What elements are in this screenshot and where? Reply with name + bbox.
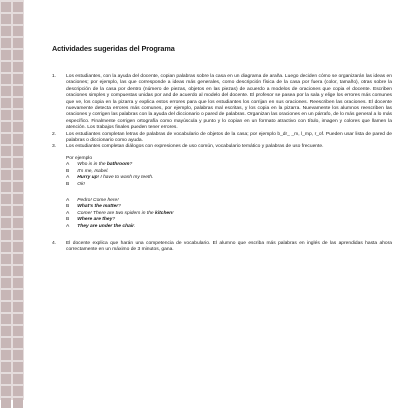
- speaker-label: A: [66, 175, 70, 181]
- strip-square: [1, 194, 11, 204]
- dialogue-end: ?: [129, 162, 133, 168]
- strip-square: [1, 338, 11, 348]
- strip-square: [13, 350, 23, 360]
- speaker-label: A: [66, 223, 70, 229]
- dialogue-text: It's me, Isabel.: [77, 168, 109, 174]
- example-intro: Por ejemplo: [66, 155, 93, 161]
- dialogue-answer: kitchen: [155, 210, 173, 216]
- dialogue-text: Ok!: [77, 181, 85, 187]
- decorative-side-strip: [0, 0, 24, 400]
- activity-number: 4.: [52, 240, 57, 246]
- strip-square: [13, 158, 23, 168]
- strip-square: [1, 302, 11, 312]
- strip-square: [1, 26, 11, 36]
- strip-square: [13, 170, 23, 180]
- strip-square: [1, 2, 11, 12]
- strip-square: [1, 350, 11, 360]
- strip-square: [1, 266, 11, 276]
- strip-square: [13, 266, 23, 276]
- strip-square: [13, 302, 23, 312]
- strip-square: [1, 98, 11, 108]
- strip-square: [13, 50, 23, 60]
- strip-square: [13, 254, 23, 264]
- strip-square: [1, 362, 11, 372]
- strip-square: [1, 290, 11, 300]
- strip-square: [13, 110, 23, 120]
- strip-square: [1, 134, 11, 144]
- activity-text: El docente explica que harán una competencia de vocabulario. El alumno que escriba más palabras en inglés de las aprendidas hasta ahora correctamente en un máximo de 3 minutos, gana.: [66, 240, 392, 253]
- strip-square: [13, 326, 23, 336]
- strip-square: [13, 242, 23, 252]
- dialogue-one: [66, 162, 392, 188]
- strip-square: [13, 278, 23, 288]
- speaker-label: B: [66, 181, 70, 187]
- document-page: [52, 44, 392, 394]
- strip-square: [1, 218, 11, 228]
- activity-item: [52, 241, 392, 254]
- strip-square: [1, 170, 11, 180]
- strip-square: [1, 74, 11, 84]
- speaker-label: B: [66, 204, 70, 210]
- strip-square: [1, 14, 11, 24]
- dialogue-answer: Where are they: [77, 217, 113, 223]
- strip-square: [13, 134, 23, 144]
- speaker-label: A: [66, 197, 70, 203]
- strip-square: [13, 122, 23, 132]
- activity-item: [52, 144, 392, 150]
- activity-text: Los estudiantes completan letras de palabras de vocabulario de objetos de la casa; por ejemplo b_dr_ _m, l_mp, r_of. Pueden usar lista de pared de palabras o diccionario como ayuda.: [66, 131, 392, 144]
- strip-square: [1, 230, 11, 240]
- strip-square: [1, 38, 11, 48]
- strip-square: [1, 254, 11, 264]
- activity-text: Los estudiantes, con la ayuda del docente, copian palabras sobre la casa en un diagrama de araña. Luego deciden cómo se organizarán las ideas en oraciones; por ejemplo, las que corresponde a ideas más generales, como descripción física de la casa por fuera (color, tamaño), otras sobre la descripción de la casa por dentro (número de piezas, objetos en las piezas) de acuerdo a modelos de oraciones que copia el docente. Escriben oraciones simples y compuestas unidas por and de acuerdo al modelo del docente. El profesor se pasea por la sala y elige los errores más comunes que ve, los copia en la pizarra y explica estos errores para que los estudiantes los corrijan en sus oraciones. Reescriben las oraciones. El docente nuevamente detecta errores más comunes, por ejemplo, palabras mal escritas, y los copia en la pizarra. Nuevamente los alumnos reescriben las oraciones y corrigen las palabras con la ayuda del diccionario o pared de palabras. Organizan las oraciones en un párrafo, de lo más general a lo más específico. Finalmente corrigen ortografía como mayúscula y punto y lo copian en un formato atractivo con título, imagen y colores que llamen la atención. Los trabajos finales pueden tener errores.: [66, 74, 392, 131]
- activity-item: [52, 132, 392, 145]
- dialogue-answer: bathroom: [106, 162, 130, 168]
- strip-square: [1, 242, 11, 252]
- strip-square: [13, 290, 23, 300]
- activities-list: [52, 74, 392, 254]
- strip-square: [13, 182, 23, 192]
- dialogue-two: [66, 198, 392, 230]
- strip-square: [13, 98, 23, 108]
- strip-square: [1, 122, 11, 132]
- dialogue-text: Come! There are two spiders in the: [77, 210, 156, 216]
- activity-number: 3.: [52, 144, 57, 150]
- page-title: Actividades sugeridas del Programa: [52, 44, 175, 53]
- speaker-label: A: [66, 162, 70, 168]
- strip-square: [1, 182, 11, 192]
- strip-square: [13, 62, 23, 72]
- activity-item: [52, 74, 392, 132]
- strip-square: [1, 146, 11, 156]
- activity-number: 2.: [52, 131, 57, 137]
- dialogue-answer: What's the matter: [77, 204, 119, 210]
- dialogue-end: ?: [112, 217, 116, 223]
- dialogue-end: ! I have to wash my teeth.: [97, 175, 154, 181]
- activity-text: Los estudiantes completan diálogos con expresiones de uso común, vocabulario temático y palabras de uso frecuente.: [66, 144, 324, 150]
- strip-square: [13, 374, 23, 384]
- strip-square: [13, 230, 23, 240]
- strip-square: [1, 158, 11, 168]
- strip-square: [1, 374, 11, 384]
- strip-square: [13, 38, 23, 48]
- strip-square: [1, 326, 11, 336]
- speaker-label: A: [66, 210, 70, 216]
- strip-square: [1, 314, 11, 324]
- strip-square: [1, 50, 11, 60]
- strip-square: [13, 206, 23, 216]
- speaker-label: B: [66, 168, 70, 174]
- strip-square: [1, 278, 11, 288]
- strip-square: [13, 86, 23, 96]
- dialogue-text: Who is in the: [77, 162, 107, 168]
- strip-square: [1, 206, 11, 216]
- strip-square: [13, 194, 23, 204]
- strip-square: [13, 2, 23, 12]
- dialogue-examples: [66, 156, 392, 241]
- dialogue-answer: They are under the chair: [77, 223, 135, 229]
- strip-square: [13, 26, 23, 36]
- dialogue-end: ?: [118, 204, 121, 210]
- dialogue-text: Pedro! Come here!: [77, 197, 119, 203]
- dialogue-answer: Hurry up: [77, 175, 98, 181]
- strip-square: [13, 338, 23, 348]
- strip-square: [1, 62, 11, 72]
- strip-square: [13, 74, 23, 84]
- dialogue-end: !: [172, 210, 174, 216]
- strip-square: [13, 146, 23, 156]
- activity-number: 1.: [52, 74, 57, 79]
- speaker-label: B: [66, 217, 70, 223]
- strip-square: [1, 386, 11, 396]
- strip-square: [13, 314, 23, 324]
- strip-square: [13, 14, 23, 24]
- strip-square: [1, 110, 11, 120]
- strip-square: [1, 86, 11, 96]
- strip-square: [13, 386, 23, 396]
- strip-square: [13, 362, 23, 372]
- dialogue-end: .: [134, 223, 136, 229]
- strip-square: [13, 218, 23, 228]
